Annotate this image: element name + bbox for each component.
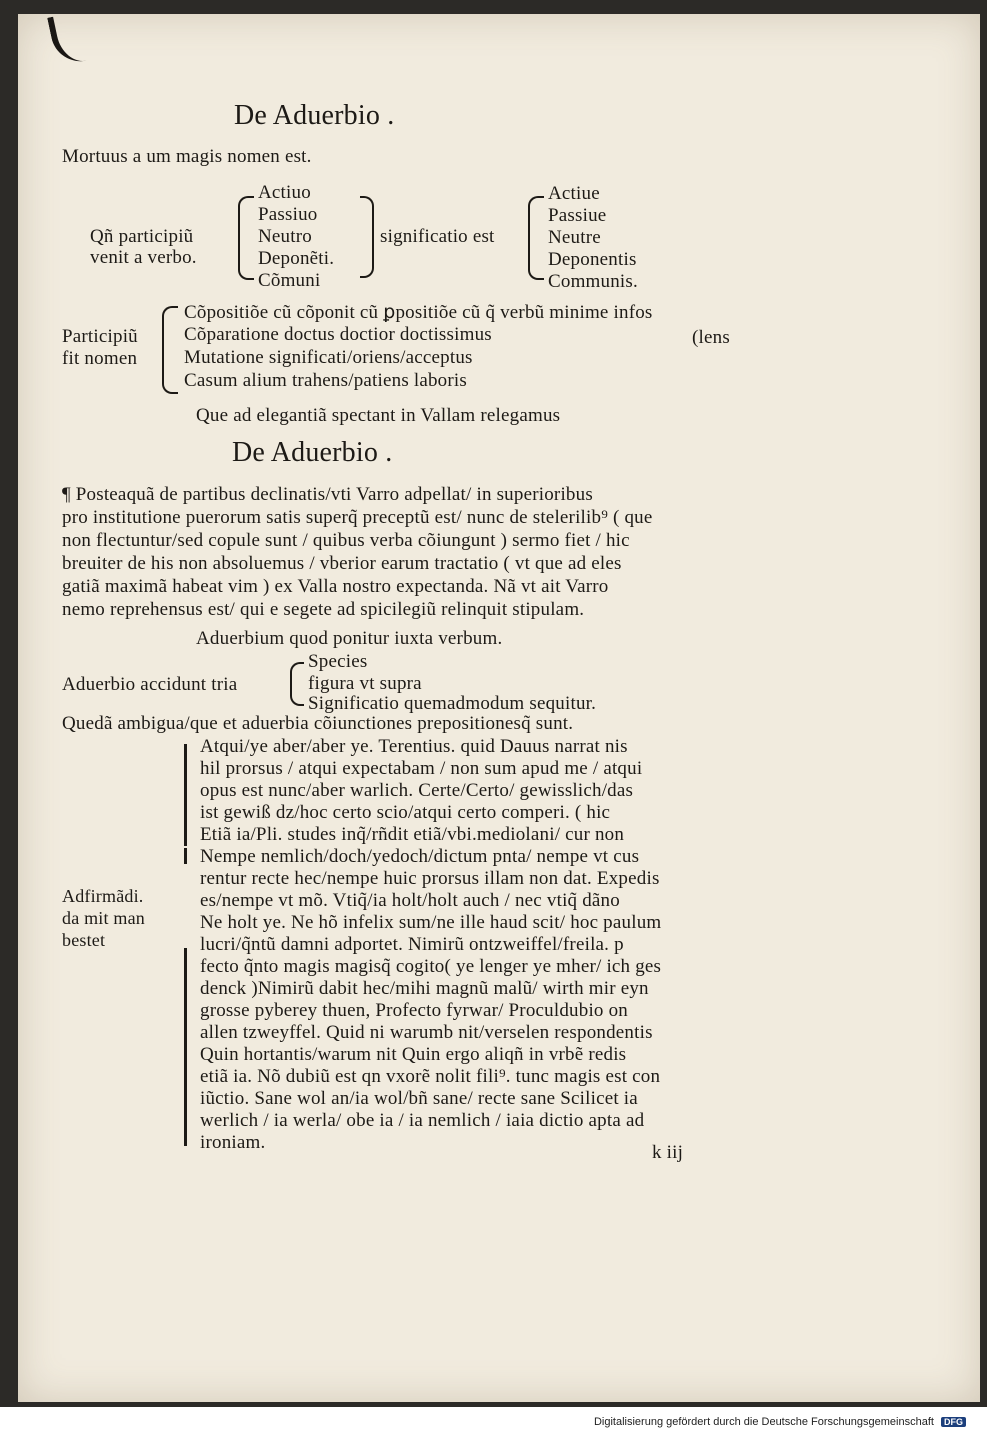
diagram1-middle: significatio est xyxy=(380,226,495,247)
diagram1-col2-item: Neutre xyxy=(548,227,601,248)
diagram1-col1-item: Cõmuni xyxy=(258,270,321,291)
diagram1-col2-item: Passiue xyxy=(548,205,607,226)
paragraph2-line: Atqui/ye aber/aber ye. Terentius. quid Dauus narrat nis xyxy=(200,736,628,757)
diagram1-col1-item: Passiuo xyxy=(258,204,318,225)
affirm-label-line: Adfirmãdi. xyxy=(62,886,144,906)
paragraph2-line: lucri/q̃ntũ damni adportet. Nimirũ ontzweiffel/freila. p xyxy=(200,934,624,955)
paragraph2-line: hil prorsus / atqui expectabam / non sum apud me / atqui xyxy=(200,758,643,779)
paragraph2-line: ironiam. xyxy=(200,1132,266,1153)
paragraph2-line: rentur recte hec/nempe huic prorsus illam non dat. Expedis xyxy=(200,868,660,889)
paragraph2-line: iũctio. Sane wol an/ia wol/bñ sane/ recte sane Scilicet ia xyxy=(200,1088,638,1109)
paragraph2-line: Etiã ia/Pli. studes inq̃/rñdit etiã/vbi.mediolani/ cur non xyxy=(200,824,625,845)
signature-mark: k iij xyxy=(652,1142,684,1163)
paragraph1-line: non flectuntur/sed copule sunt / quibus verba cõiungunt ) sermo fiet / hic xyxy=(62,530,630,551)
accidunt-item: figura vt supra xyxy=(308,673,422,694)
diagram2-line: Casum alium trahens/patiens laboris xyxy=(184,370,467,391)
bracket-line-mid xyxy=(184,848,187,864)
paragraph2-line: grosse pyberey thuen, Profecto fyrwar/ Proculdubio on xyxy=(200,1000,628,1021)
section-heading: De Aduerbio . xyxy=(232,437,393,468)
diagram1-brace-right xyxy=(360,196,374,278)
diagram1-col2-item: Actiue xyxy=(548,183,600,204)
accidunt-brace xyxy=(290,662,304,706)
paragraph2-line: Quin hortantis/warum nit Quin ergo aliqñ in vrbẽ redis xyxy=(200,1044,627,1065)
diagram1-brace-left xyxy=(238,196,254,280)
paragraph2-line: opus est nunc/aber warlich. Certe/Certo/ gewisslich/das xyxy=(200,780,634,801)
diagram1-brace-col2 xyxy=(528,196,544,280)
diagram2-overflow: (lens xyxy=(692,327,730,348)
bracket-line-lower xyxy=(184,948,187,1146)
paragraph2-line: fecto q̃nto magis magisq̃ cogito( ye lenger ye mher/ ich ges xyxy=(200,956,662,977)
footer-text: Digitalisierung gefördert durch die Deutsche Forschungsgemeinschaft xyxy=(593,1416,934,1428)
paragraph2-line: Nempe nemlich/doch/yedoch/dictum pnta/ nempe vt cus xyxy=(200,846,640,867)
paragraph2-line: werlich / ia werla/ obe ia / ia nemlich / iaia dictio apta ad xyxy=(200,1110,645,1131)
paragraph1-line: breuiter de his non absoluemus / vberior earum tractatio ( vt que ad eles xyxy=(62,553,622,574)
paragraph1-line: ¶ Posteaquã de partibus declinatis/vti Varro adpellat/ in superioribus xyxy=(62,484,593,505)
dfg-logo: DFG xyxy=(941,1417,966,1427)
digitization-footer xyxy=(594,1416,966,1428)
diagram2-left-2: fit nomen xyxy=(62,348,138,369)
paragraph1-line: nemo reprehensus est/ qui e segete ad spicilegiũ relinquit stipulam. xyxy=(62,599,585,620)
diagram1-left-1: Qñ participiũ xyxy=(90,226,194,247)
paragraph2-line: etiã ia. Nõ dubiũ est qn vxorẽ nolit fili⁹. tunc magis est con xyxy=(200,1066,661,1087)
line-mortuus: Mortuus a um magis nomen est. xyxy=(62,146,312,167)
affirm-label-line: da mit man xyxy=(62,908,145,928)
line-queda: Quedã ambigua/que et aduerbia cõiunctiones prepositionesq̃ sunt. xyxy=(62,713,574,734)
diagram1-col2-item: Deponentis xyxy=(548,249,637,270)
accidunt-item: Species xyxy=(308,651,368,672)
diagram1-col2-item: Communis. xyxy=(548,271,638,292)
line-aduerbium: Aduerbium quod ponitur iuxta verbum. xyxy=(196,628,503,649)
diagram2-brace xyxy=(162,306,178,394)
accidunt-label: Aduerbio accidunt tria xyxy=(62,674,238,695)
paragraph2-line: ist gewiß dz/hoc certo scio/atqui certo comperi. ( hic xyxy=(200,802,611,823)
paragraph2-line: Ne holt ye. Ne hõ infelix sum/ne ille haud scit/ hoc paulum xyxy=(200,912,662,933)
diagram2-line: Mutatione significati/oriens/acceptus xyxy=(184,347,473,368)
bracket-line-upper xyxy=(184,744,187,846)
diagram1-col1-item: Neutro xyxy=(258,226,312,247)
paragraph2-line: es/nempe vt mõ. Vtiq̃/ia holt/holt auch / nec vtiq̃ dãno xyxy=(200,890,620,911)
diagram2-left-1: Participiũ xyxy=(62,326,138,347)
paragraph2-line: allen tzweyffel. Quid ni warumb nit/verselen respondentis xyxy=(200,1022,653,1043)
page-heading-top: De Aduerbio . xyxy=(234,100,395,131)
line-valla: Que ad elegantiã spectant in Vallam relegamus xyxy=(196,405,561,426)
paragraph1-line: pro institutione puerorum satis superq̃ preceptũ est/ nunc de stelerilib⁹ ( que xyxy=(62,507,653,528)
diagram1-left-2: venit a verbo. xyxy=(90,247,197,268)
diagram2-line: Cõparatione doctus doctior doctissimus xyxy=(184,324,492,345)
accidunt-item: Significatio quemadmodum sequitur. xyxy=(308,693,597,714)
paragraph1-line: gatiã maximã habeat vim ) ex Valla nostro expectanda. Nã vt ait Varro xyxy=(62,576,609,597)
diagram2-line: Cõpositiõe cũ cõponit cũ ꝑpositiõe cũ q̃ verbũ minime infos xyxy=(184,302,653,323)
diagram1-col1-item: Deponẽti. xyxy=(258,248,335,269)
paragraph2-line: denck )Nimirũ dabit hec/mihi magnũ malũ/ wirth mir eyn xyxy=(200,978,649,999)
diagram1-col1-item: Actiuo xyxy=(258,182,311,203)
affirm-label-line: bestet xyxy=(62,930,106,950)
